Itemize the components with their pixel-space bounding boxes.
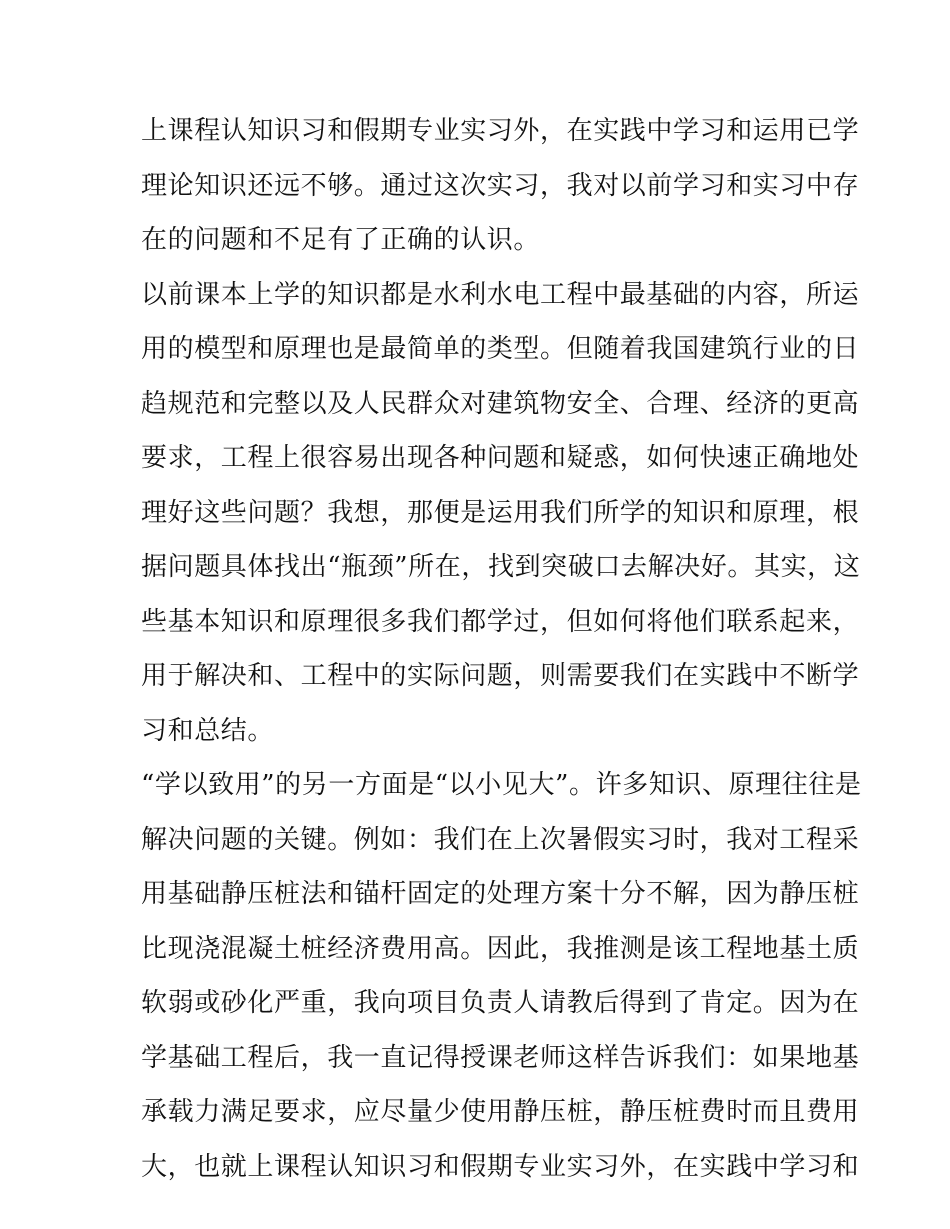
text-line: 用于解决和、工程中的实际问题，则需要我们在实践中不断学 [141, 661, 860, 691]
text-line: 学基础工程后，我一直记得授课老师这样告诉我们：如果地基 [141, 1042, 860, 1073]
text-line: 比现浇混凝土桩经济费用高。因此，我推测是该工程地基土质 [141, 933, 860, 964]
text-line: 趋规范和完整以及人民群众对建筑物安全、合理、经济的更高 [141, 388, 860, 419]
document-body [141, 104, 862, 1194]
text-line: 用基础静压桩法和锚杆固定的处理方案十分不解，因为静压桩 [141, 879, 860, 909]
text-line: 大，也就上课程认知识习和假期专业实习外，在实践中学习和 [141, 1151, 860, 1182]
text-line: 软弱或砂化严重，我向项目负责人请教后得到了肯定。因为在 [141, 988, 860, 1018]
text-line: 以前课本上学的知识都是水利水电工程中最基础的内容，所运 [141, 279, 860, 310]
text-line: 解决问题的关键。例如：我们在上次暑假实习时，我对工程采 [141, 824, 860, 855]
text-line: 习和总结。 [141, 715, 275, 746]
text-line: 据问题具体找出“瓶颈”所在，找到突破口去解决好。其实，这 [141, 552, 861, 582]
text-line: 用的模型和原理也是最简单的类型。但随着我国建筑行业的日 [141, 334, 860, 364]
text-line: 些基本知识和原理很多我们都学过，但如何将他们联系起来， [141, 606, 860, 637]
text-line: 在的问题和不足有了正确的认识。 [141, 225, 541, 255]
text-line: 要求，工程上很容易出现各种问题和疑惑，如何快速正确地处 [141, 443, 860, 473]
text-line: 理好这些问题？我想，那便是运用我们所学的知识和原理，根 [141, 497, 860, 528]
text-line: 理论知识还远不够。通过这次实习，我对以前学习和实习中存 [141, 170, 860, 201]
text-line: “学以致用”的另一方面是“以小见大”。许多知识、原理往往是 [141, 770, 862, 800]
text-line: 上课程认知识习和假期专业实习外，在实践中学习和运用已学 [141, 116, 860, 146]
text-line: 承载力满足要求，应尽量少使用静压桩，静压桩费时而且费用 [141, 1097, 860, 1127]
